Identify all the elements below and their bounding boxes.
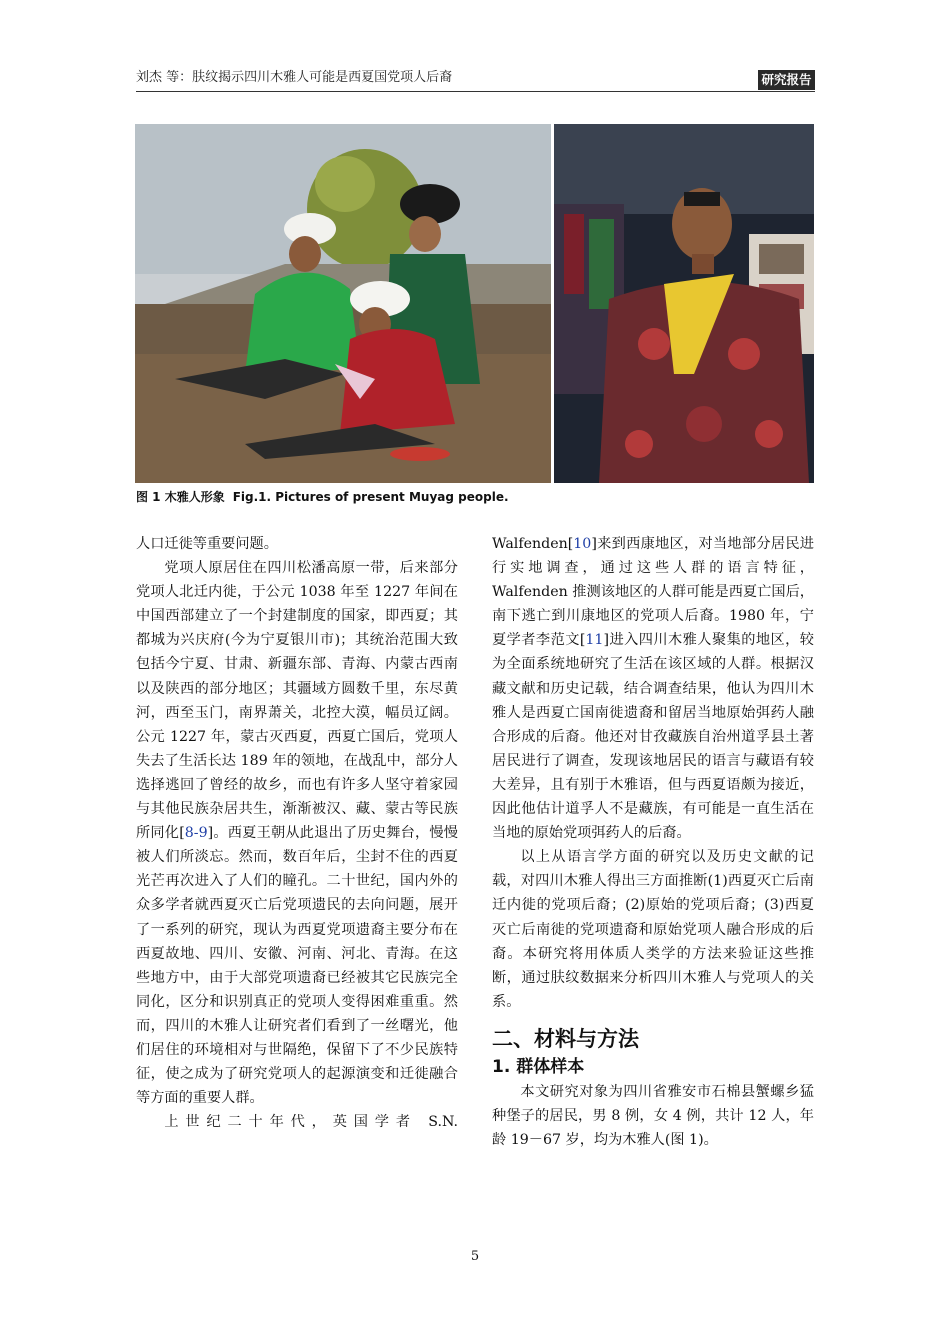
right-column	[492, 532, 814, 1152]
header-rule	[136, 91, 815, 92]
paragraph: 上世纪二十年代，英国学者 S.N.	[164, 1114, 458, 1131]
figure-caption	[136, 488, 509, 505]
paragraph-dangxiang-history: 党项人原居住在四川松潘高原一带，后来部分党项人北迁内徙，于公元 1038 年至 1227 年间在中国西部建立了一个封建制度的国家，即西夏；其都城为兴庆府(今为宁夏银川市)；其统治范围大致包括今宁夏、甘肃、新疆东部、青海、内蒙古西南以及陕西的部分地区；其疆域方圆数千里，东尽黄河，西至玉门，南界萧关，北控大漠，幅员辽阔。公元 1227 年，蒙古灭西夏，西夏亡国后，党项人失去了生活长达 189 年的领地，在战乱中，部分人选择逃回了曾经的故乡，而也有许多人坚守着家园与其他民族杂居共生，渐渐被汉、藏、蒙古等民族所同化[8-9]。西夏王朝从此退出了历史舞台，慢慢被人们所淡忘。然而，数百年后，尘封不住的西夏光芒再次进入了人们的瞳孔。二十世纪，国内外的众多学者就西夏灭亡后党项遗民的去向问题，展开了一系列的研究，现认为西夏党项遗裔主要分布在西夏故地、四川、安徽、河南、河北、青海。在这些地方中，由于大部党项遗裔已经被其它民族完全同化，区分和识别真正的党项人变得困难重重。然而，四川的木雅人让研究者们看到了一丝曙光，他们居住的环境相对与世隔绝，保留下了不少民族特征，使之成为了研究党项人的起源演变和迁徙融合等方面的重要人群。	[136, 560, 458, 1107]
paragraph-samples: 本文研究对象为四川省雅安市石棉县蟹螺乡猛种堡子的居民，男 8 例，女 4 例，共计 12 人，年龄 19－67 岁，均为木雅人(图 1)。	[492, 1083, 814, 1149]
figure-photo-man-portrait	[554, 124, 814, 483]
paragraph-inferences: 以上从语言学方面的研究以及历史文献的记载，对四川木雅人得出三方面推断(1)西夏灭亡后南迁内徙的党项后裔；(2)原始的党项后裔；(3)西夏灭亡后南徙的党项遗裔和原始党项人融合形成的后裔。本研究将用体质人类学的方法来验证这些推断，通过肤纹数据来分析四川木雅人与党项人的关系。	[492, 849, 814, 1010]
page-number: 5	[470, 1249, 480, 1264]
figure-caption-cn: 图 1 木雅人形象	[136, 490, 225, 504]
left-column	[136, 532, 458, 1134]
figure-photo-women-sewing	[135, 124, 551, 483]
citation-link[interactable]: 10	[573, 536, 592, 552]
section-heading: 二、材料与方法	[492, 1026, 639, 1051]
section-tag: 研究报告	[758, 70, 815, 90]
subsection-heading: 1. 群体样本	[492, 1056, 585, 1077]
citation-link[interactable]: 11	[585, 632, 604, 649]
paragraph: 人口迁徙等重要问题。	[136, 536, 278, 552]
paragraph-walfenden: Walfenden[10]来到西康地区，对当地部分居民进行实地调查，通过这些人群的语言特征，Walfenden 推测该地区的人群可能是西夏亡国后，南下逃亡到川康地区的党项人后裔。1980 年，宁夏学者李范文[11]进入四川木雅人聚集的地区，较为全面系统地研究了生活在该区域的人群。根据汉藏文献和历史记载，结合调查结果，他认为四川木雅人是西夏亡国南徙遗裔和留居当地原始弭药人融合形成的后裔。他还对甘孜藏族自治州道孚县土著居民进行了调查，发现该地居民的语言与藏语有较大差异，且有别于木雅语，但与西夏语颇为接近，因此他估计道孚人不是藏族，有可能是一直生活在当地的原始党项弭药人的后裔。	[492, 536, 814, 842]
figure-caption-en: Fig.1. Pictures of present Muyag people.	[232, 490, 509, 504]
citation-link[interactable]: 8-9	[184, 825, 208, 842]
running-title: 刘杰 等：肤纹揭示四川木雅人可能是西夏国党项人后裔	[136, 70, 453, 85]
